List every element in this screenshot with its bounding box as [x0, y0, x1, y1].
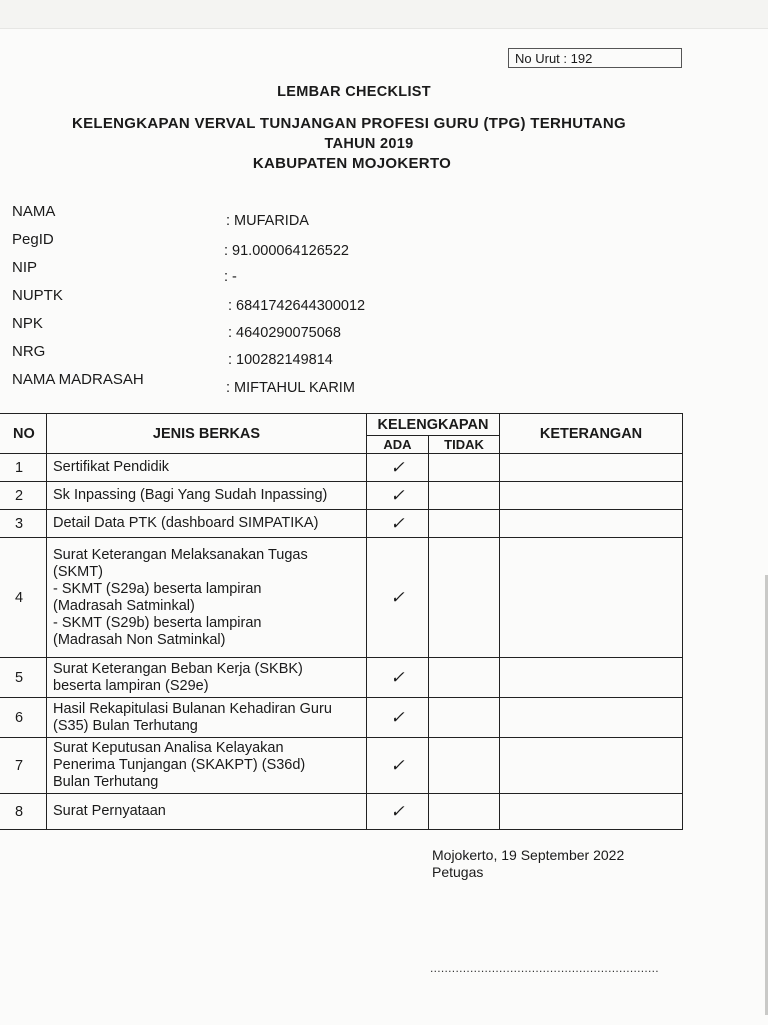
table-row: [0, 510, 683, 538]
signature-place-date: Mojokerto, 19 September 2022: [432, 847, 625, 863]
row-jenis-berkas: Detail Data PTK (dashboard SIMPATIKA): [47, 510, 367, 538]
document-subtitle: KELENGKAPAN VERVAL TUNJANGAN PROFESI GURU (TPG) TERHUTANG: [71, 115, 627, 132]
row-jenis-berkas: Sertifikat Pendidik: [47, 454, 367, 482]
label-nip: NIP: [12, 259, 38, 276]
document-title: LEMBAR CHECKLIST: [277, 84, 431, 100]
label-nama: NAMA: [12, 203, 56, 220]
row-jenis-line: Surat Keterangan Beban Kerja (SKBK): [53, 660, 303, 677]
label-npk: NPK: [12, 315, 43, 332]
document-region: KABUPATEN MOJOKERTO: [252, 155, 452, 172]
row-jenis-line: - SKMT (S29a) beserta lampiran: [53, 580, 262, 597]
row-number: 3: [0, 510, 47, 538]
row-number: 1: [0, 454, 47, 482]
table-header-row: [0, 414, 683, 436]
row-jenis-berkas: [47, 738, 367, 794]
header-tidak: TIDAK: [429, 436, 500, 454]
header-jenis-berkas: JENIS BERKAS: [47, 414, 367, 454]
row-tidak: [429, 698, 500, 738]
table-row: [0, 738, 683, 794]
label-nrg: NRG: [12, 343, 46, 360]
row-keterangan: [500, 698, 683, 738]
table-row: [0, 454, 683, 482]
check-mark-icon: ✓: [367, 698, 429, 738]
row-jenis-line: Bulan Terhutang: [53, 774, 159, 790]
row-number: 4: [0, 538, 47, 658]
signature-role: Petugas: [432, 864, 484, 880]
value-nuptk: : 6841742644300012: [228, 298, 366, 314]
row-jenis-line: Surat Keterangan Melaksanakan Tugas: [53, 546, 308, 563]
check-mark-icon: ✓: [367, 738, 429, 794]
row-tidak: [429, 658, 500, 698]
check-mark-icon: ✓: [367, 794, 429, 830]
row-keterangan: [500, 658, 683, 698]
value-nama: : MUFARIDA: [226, 213, 309, 229]
table-row: [0, 538, 683, 658]
row-jenis-berkas: [47, 538, 367, 658]
value-nrg: : 100282149814: [228, 352, 333, 368]
row-jenis-line: Penerima Tunjangan (SKAKPT) (S36d): [53, 757, 306, 773]
header-keterangan: KETERANGAN: [500, 414, 683, 454]
table-row: [0, 698, 683, 738]
row-number: 2: [0, 482, 47, 510]
row-jenis-line: (Madrasah Satminkal): [53, 597, 195, 614]
header-no: NO: [0, 414, 47, 454]
document-year: TAHUN 2019: [324, 136, 414, 152]
row-keterangan: [500, 738, 683, 794]
signature-line: ...............................................................: [430, 961, 659, 975]
row-keterangan: [500, 454, 683, 482]
check-mark-icon: ✓: [367, 538, 429, 658]
value-nama-madrasah: : MIFTAHUL KARIM: [226, 380, 355, 396]
header-ada: ADA: [367, 436, 429, 454]
row-tidak: [429, 538, 500, 658]
row-keterangan: [500, 482, 683, 510]
row-jenis-line: Surat Keputusan Analisa Kelayakan: [53, 740, 284, 756]
row-jenis-line: - SKMT (S29b) beserta lampiran: [53, 614, 262, 631]
row-jenis-line: (SKMT): [53, 563, 103, 580]
row-tidak: [429, 738, 500, 794]
row-jenis-line: (S35) Bulan Terhutang: [53, 717, 198, 734]
row-keterangan: [500, 510, 683, 538]
table-row: [0, 482, 683, 510]
row-number: 5: [0, 658, 47, 698]
row-jenis-berkas: [47, 698, 367, 738]
row-jenis-line: beserta lampiran (S29e): [53, 677, 209, 694]
row-jenis-berkas: Sk Inpassing (Bagi Yang Sudah Inpassing): [47, 482, 367, 510]
row-jenis-line: (Madrasah Non Satminkal): [53, 631, 226, 648]
check-mark-icon: ✓: [367, 658, 429, 698]
row-keterangan: [500, 794, 683, 830]
header-kelengkapan: KELENGKAPAN: [367, 414, 500, 436]
row-number: 8: [0, 794, 47, 830]
check-mark-icon: ✓: [367, 454, 429, 482]
row-jenis-berkas: [47, 658, 367, 698]
value-nip: : -: [224, 269, 237, 285]
row-number: 6: [0, 698, 47, 738]
row-tidak: [429, 510, 500, 538]
label-nama-madrasah: NAMA MADRASAH: [12, 371, 144, 388]
label-nuptk: NUPTK: [12, 287, 63, 304]
row-jenis-berkas: Surat Pernyataan: [47, 794, 367, 830]
row-tidak: [429, 454, 500, 482]
row-keterangan: [500, 538, 683, 658]
value-npk: : 4640290075068: [228, 325, 341, 341]
label-pegid: PegID: [12, 231, 54, 248]
row-tidak: [429, 482, 500, 510]
check-mark-icon: ✓: [367, 510, 429, 538]
row-jenis-line: Hasil Rekapitulasi Bulanan Kehadiran Guru: [53, 700, 332, 717]
row-number: 7: [0, 738, 47, 794]
table-row: [0, 658, 683, 698]
value-pegid: : 91.000064126522: [224, 243, 349, 259]
row-tidak: [429, 794, 500, 830]
check-mark-icon: ✓: [367, 482, 429, 510]
checklist-table: [0, 413, 683, 830]
serial-number-box: No Urut : 192: [508, 48, 682, 68]
table-row: [0, 794, 683, 830]
